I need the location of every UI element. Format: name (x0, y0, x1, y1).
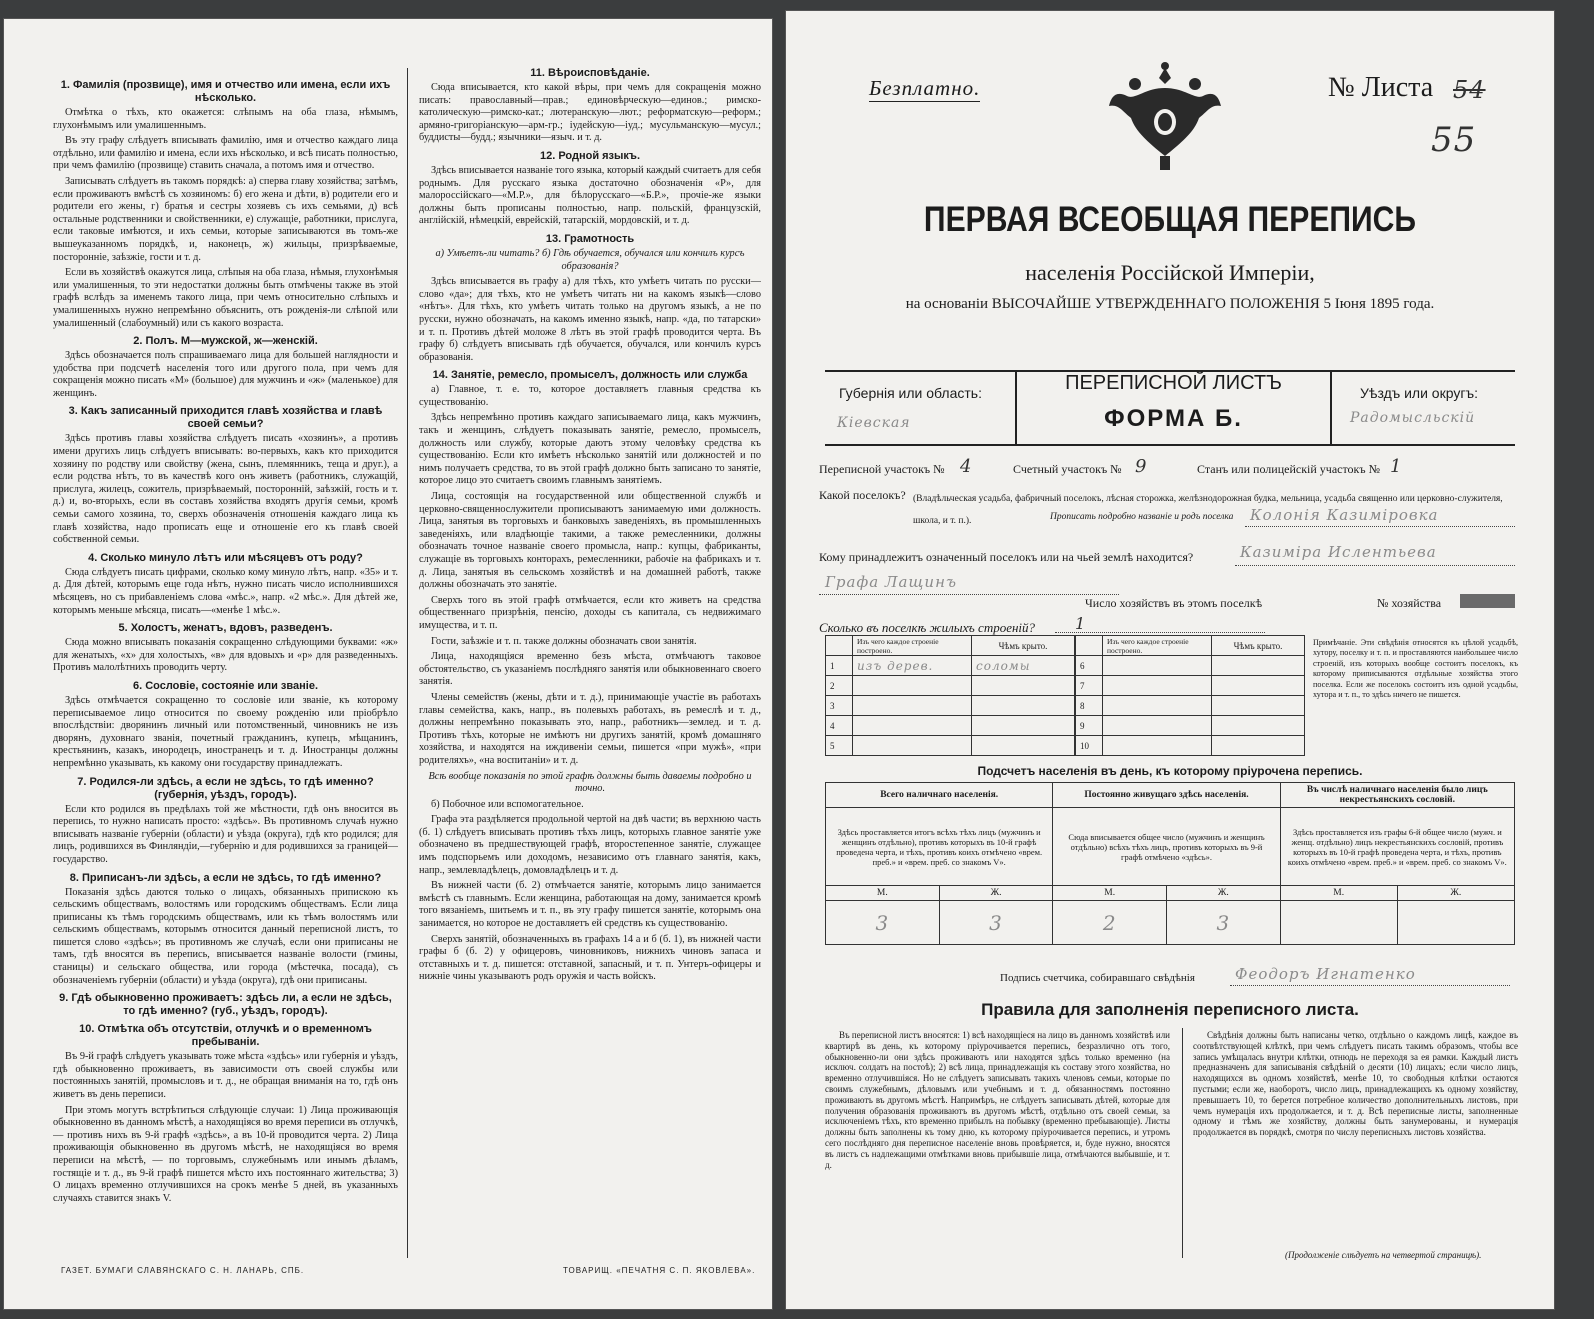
buildings-table-right: Изъ чего каждое строеніе построено. Чѣмъ крыто. 6 7 8 9 10 (1075, 635, 1305, 756)
roof-header: Чѣмъ крыто. (972, 636, 1075, 656)
rules-continued: (Продолженіе слѣдуетъ на четвертой страницѣ). (1285, 1250, 1482, 1260)
table-row: 5 (826, 736, 1075, 756)
buildings-note: Примѣчаніе. Эти свѣдѣнія относятся къ цѣлой усадьбѣ, хутору, поселку и т. п. и проставляются наибольшее число строеній, изъ которыхъ вообще состоитъ поселокъ, къ которому приписываются отдѣльные хозяйства этого поселка. Если же поселокъ состоитъ изъ одной усадьбы, хутора и т. п., то здѣсь ничего не пишется. (1313, 638, 1518, 700)
section-paragraph: Лица, находящіяся временно безъ мѣста, отмѣчаютъ таковое обстоятельство, съ указаніемъ послѣдняго занятія или обыкновеннаго своего занятія. (419, 651, 761, 688)
settlement-hint: (Владѣльческая усадьба, фабричный поселокъ, лѣсная сторожка, желѣзнодорожная будка, мельница, усадьба священно или церковно-служителя, школа, и т. п.). (913, 494, 1503, 526)
section-paragraph: Здѣсь вписывается названіе того языка, который каждый считаетъ для себя роднымъ. Для русскаго языка достаточно обозначенія «Р», для малороссійскаго—«М.Р.», для бѣлорусскаго—«Б.Р.», прочіе-же языки должны быть прописаны полностью, напр. польскій, французскій, англійскій, нѣмецкій, еврейскій, татарскій, мордовскій, и т. д. (419, 164, 761, 227)
printer-footer-2: ТОВАРИЩ. «ПЕЧАТНЯ С. П. ЯКОВЛЕВА». (563, 1266, 756, 1275)
column-divider (407, 68, 408, 1258)
district-label: Уѣздъ или округъ: (1360, 385, 1479, 401)
permanent-female-value[interactable]: 3 (1167, 901, 1281, 945)
double-headed-eagle-icon (1105, 60, 1225, 175)
census-area-label: Переписной участокъ № (819, 462, 945, 476)
instructions-column-1 (53, 74, 398, 1254)
settlement-instruction: Прописать подробно названіе и родъ поселка (1050, 512, 1234, 522)
section-heading: 1. Фамилія (прозвище), имя и отчество или имена, если ихъ нѣсколько. (60, 79, 391, 104)
instructions-page (3, 18, 773, 1310)
table-row: 8 (1076, 696, 1305, 716)
buildings-label: Сколько въ поселкѣ жилыхъ строеній? (819, 620, 1036, 635)
section-paragraph: Здѣсь противъ главы хозяйства слѣдуетъ писать «хозяинъ», а противъ имени другихъ лицъ слѣдуетъ вписывать: во-первыхъ, какъ кто приходится хозяину по родству или свойству (жена, сынъ, племянникъ, теща и друг.), а если родства нѣтъ, то въ качествѣ кого онъ живетъ (работникъ, служащій, прислуга, жилецъ, сожитель, призрѣваемый, посторонній, заѣзжій, гость и т. д.) и, во-вторыхъ, если въ составъ хозяйства входятъ другія семьи, кромѣ семьи самого хозяина, то, сверхъ обозначенія отношенія каждаго лица къ главѣ хозяйства, надо прописать еще и отношеніе его къ главѣ своей собственной семьи. (53, 433, 398, 546)
household-number-label: № хозяйства (1377, 596, 1442, 610)
population-table: Всего наличнаго населенія. Постоянно живущаго здѣсь населенія. Въ числѣ наличнаго населенія было лицъ некрестьянскихъ сословій. Здѣсь проставляется итогъ всѣхъ тѣхъ лицъ (мужчинъ и женщинъ отдѣльно), противъ которыхъ въ 10-й графѣ проведена черта, и тѣхъ, противъ коихъ отмѣчено «врем. преб.» и «врем. преб. со знакомъ V». Сюда вписывается общее число (мужчинъ и женщинъ отдѣльно) всѣхъ тѣхъ лицъ, противъ которыхъ въ 9-й графѣ отмѣчено «здѣсь». Здѣсь проставляется изъ графы 6-й общее число (мужч. и женщ. отдѣльно) лицъ некрестьянскихъ сословій, противъ которыхъ въ 10-й графѣ проведена черта, и тѣхъ, противъ коихъ отмѣчено «врем. преб.» и «врем. преб. со знакомъ V». М. Ж. М. Ж. М. Ж. 3 3 2 3 (825, 782, 1515, 945)
permanent-male-value[interactable]: 2 (1053, 901, 1167, 945)
permanent-description: Сюда вписывается общее число (мужчинъ и женщинъ отдѣльно) всѣхъ тѣхъ лицъ, противъ которыхъ въ 9-й графѣ отмѣчено «здѣсь». (1053, 808, 1280, 886)
table-row: 9 (1076, 716, 1305, 736)
section-heading: 8. Приписанъ-ли здѣсь, а если не здѣсь, то гдѣ именно? (69, 871, 382, 884)
province-label: Губернія или область: (839, 385, 982, 401)
district-value[interactable]: Радомысльскій (1350, 410, 1476, 426)
section-paragraph: Члены семействъ (жены, дѣти и т. д.), принимающіе участіе въ работахъ главы семейства, какъ, напр., въ полевыхъ работахъ, въ ремеслѣ и т. д., должны непремѣнно показывать это, напр., работникъ—землед. и т. д. Противъ тѣхъ, которые не имѣютъ ни другихъ занятій, кромѣ домашняго хозяйства, и находятся на иждивеніи семьи, пишется «при мужѣ», «при родителяхъ», «на воспитаніи» и т. д. (419, 691, 761, 766)
section-heading: 5. Холостъ, женатъ, вдовъ, разведенъ. (118, 622, 333, 635)
section-paragraph: Гости, заѣзжіе и т. п. также должны обозначать свои занятія. (431, 635, 697, 647)
census-basis: на основаніи ВЫСОЧАЙШЕ УТВЕРЖДЕННАГО ПОЛОЖЕНІЯ 5 Іюня 1895 года. (905, 296, 1435, 312)
count-area-value[interactable]: 9 (1135, 456, 1148, 477)
section-paragraph: Здѣсь вписывается въ графу а) для тѣхъ, кто умѣетъ читать по русски—слово «да»; для тѣхъ, кто не умѣетъ читать ни на какомъ языкѣ—слово «нѣтъ». Для тѣхъ, кто умѣетъ читать только на другомъ языкѣ, а не по русски, нужно обозначать, на какомъ именно языкѣ, напр. «да, по татарски» и т. п. Противъ дѣтей моложе 8 лѣтъ въ этой графѣ проводится черта. Въ графу б) слѣдуетъ вписывать гдѣ обучается, обучался, или кончилъ курсъ образованія. (419, 276, 761, 363)
section-heading: 3. Какъ записанный приходится главѣ хозяйства и главѣ своей семьи? (68, 405, 383, 431)
province-value[interactable]: Кіевская (837, 415, 911, 431)
material-header: Изъ чего каждое строеніе построено. (853, 636, 972, 656)
nonpeasant-female-value[interactable] (1397, 901, 1514, 945)
census-area-value[interactable]: 4 (960, 456, 973, 477)
section-paragraph: Въ эту графу слѣдуетъ вписывать фамилію, имя и отчество каждаго лица отдѣльно, или фамилію и имена, если ихъ нѣсколько, и всѣ писать полностью, при чемъ фамилію (прозвище) ставить сначала, а потомъ имя и отчество. (53, 135, 398, 172)
table-row: 2 (826, 676, 1075, 696)
section-heading: 9. Гдѣ обыкновенно проживаетъ: здѣсь ли, а если не здѣсь, то гдѣ именно? (губ., уѣздъ, городъ). (59, 992, 392, 1018)
section-paragraph: Сюда можно вписывать показанія сокращенно слѣдующими буквами: «ж» для женатыхъ, «х» для холостыхъ, «в» для вдовыхъ и «р» для разведенныхъ. Противъ малолѣтнихъ проводить черту. (53, 637, 398, 674)
section-paragraph: Сверхъ того въ этой графѣ отмѣчается, если кто живетъ на средства общественнаго призрѣнія, пенсію, доходы съ капитала, съ недвижимаго имущества, и т. п. (419, 594, 761, 631)
table-row: 7 (1076, 676, 1305, 696)
section-paragraph: Здѣсь обозначается полъ спрашиваемаго лица для большей наглядности и удобства при подсчетѣ населенія того или другого пола, при чемъ для сокращенія можно писать «М» (большое) для мужчинъ и «ж» (маленькое) для женщинъ. (53, 350, 398, 399)
sheet-number-value: 54 (1453, 76, 1486, 104)
table-row: 10 (1076, 736, 1305, 756)
section-heading: 14. Занятіе, ремесло, промыселъ, должность или служба (432, 369, 748, 382)
households-label: Число хозяйствъ въ этомъ поселкѣ (1085, 596, 1263, 610)
section-heading: 13. Грамотность (545, 232, 635, 245)
section-paragraph: б) Побочное или вспомогательное. (431, 798, 584, 810)
owner-label: Кому принадлежитъ означенный поселокъ или на чьей землѣ находится? (819, 550, 1194, 564)
rules-left: Въ переписной листъ вносятся: 1) всѣ находящіеся на лицо въ данномъ хозяйствѣ или квартирѣ въ день, къ которому пріурочивается перепись, безразлично отъ того, обыкновенно-ли они здѣсь проживаютъ или находятся здѣсь только временно (на исключ. солдатъ на постоѣ); 2) всѣ лица, принадлежащія къ составу этого хозяйства, но временно отлучившіяся. Но не слѣдуетъ записывать такихъ членовъ семьи, которые по своимъ служебнымъ, дѣловымъ или учебнымъ и т. д. обязанностямъ постоянно проживаютъ въ другомъ мѣстѣ. Напримѣръ, не слѣдуетъ записывать дѣтей, которые для получения образованія проживаютъ въ другомъ мѣстѣ, отдѣльно отъ своей семьи, за исключеніемъ тѣхъ, кто временно прибылъ на побывку (временно пребывающіе). Листы должны быть заполнены къ тому дню, къ которому пріурочивается перепись, и утромъ сего послѣдняго дня переписное населеніе вновь провѣряется, и, буде нужно, вносятся въ листъ съ надлежащими отмѣтками вновь прибывшіе лица, отмѣчаются выбывшіе, и т. д. (825, 1030, 1170, 1170)
section-paragraph: Въ нижней части (б. 2) отмѣчается занятіе, которымъ лицо занимается вмѣстѣ съ главнымъ. Если женщина, работающая на дому, занимается кромѣ того вязаніемъ, шитьемъ и т. п., въ эту графу пишется занятіе, которымъ она занимается, но которое не доставляетъ ей средствъ къ существованію. (419, 880, 761, 930)
total-header: Всего наличнаго населенія. (826, 783, 1053, 808)
table-row: 3 (826, 696, 1075, 716)
form-title: ПЕРЕПИСНОЙ ЛИСТЪ (1065, 372, 1282, 394)
census-form-page (785, 10, 1555, 1310)
section-heading: 7. Родился-ли здѣсь, а если не здѣсь, то гдѣ именно? (губернія, уѣздъ, городъ). (77, 775, 374, 801)
census-subtitle: населенія Россійской Имперіи, (1025, 260, 1315, 285)
signature-value[interactable]: Феодоръ Игнатенко (1235, 965, 1416, 983)
section-paragraph: Здѣсь непремѣнно противъ каждаго записываемаго лица, какъ мужчинъ, такъ и женщинъ, слѣдуетъ показывать занятіе, ремесло, промыселъ, должность или службу, которые даютъ этому человѣку средства къ существованію. Если кто имѣетъ нѣсколько занятій или должностей и по нимъ получаетъ средства, то въ этой графѣ должно быть записано то занятіе, которое лицо это считаетъ своимъ главнымъ занятіемъ. (419, 412, 761, 487)
buildings-value[interactable]: 1 (1075, 614, 1087, 633)
section-paragraph: Графа эта раздѣляется продольной чертой на двѣ части; въ верхнюю часть (б. 1) слѣдуетъ вписывать противъ тѣхъ лицъ, которыхъ главное занятіе уже обозначено въ предшествующей графѣ, второстепенное занятіе, служащее имъ подспорьемъ или доходомъ, независимо отъ главнаго занятія, какъ, напр., землевладѣлецъ, домовладѣлецъ и т. д. (419, 814, 761, 876)
free-label: Безплатно. (869, 76, 981, 100)
table-row: 4 (826, 716, 1075, 736)
camp-value[interactable]: 1 (1390, 456, 1403, 477)
section-paragraph: Показанія здѣсь даются только о лицахъ, обязанныхъ припискою къ сельскимъ обществамъ, волостямъ или городскимъ обществамъ. Если лица приписаны къ тѣмъ городскимъ обществамъ, или къ тѣмъ волостямъ или сельскимъ обществамъ, которымъ относится данный переписной листъ, то пишется слово «здѣсь»; въ противномъ же случаѣ, если они приписаны не тамъ, гдѣ вносятся въ перепись, вписывается названіе волости (гмины, станицы) и сельскаго общества, или города (мѣстечка, посада), съ обозначеніемъ губерніи (области) и уѣзда (округа), гдѣ они приписаны. (53, 886, 398, 986)
nonpeasant-male-value[interactable] (1280, 901, 1397, 945)
permanent-header: Постоянно живущаго здѣсь населенія. (1053, 783, 1280, 808)
settlement-label: Какой поселокъ? (819, 488, 906, 502)
total-male-value[interactable]: 3 (826, 901, 940, 945)
section-heading: 6. Сословіе, состояніе или званіе. (132, 679, 319, 692)
total-description: Здѣсь проставляется итогъ всѣхъ тѣхъ лицъ (мужчинъ и женщинъ отдѣльно), противъ которыхъ въ 10-й графѣ проведена черта, и тѣхъ, противъ коихъ отмѣчено «врем. преб.» и «врем. преб. со знакомъ V». (826, 808, 1053, 886)
section-heading: 11. Вѣроисповѣданіе. (530, 67, 650, 79)
owner-value-2[interactable]: Графа Лащинъ (825, 573, 957, 591)
section-subheading: Всѣ вообще показанія по этой графѣ должны быть даваемы подробно и точно. (428, 770, 752, 795)
signature-label: Подпись счетчика, собиравшаго свѣдѣнія (1000, 972, 1195, 984)
census-title: ПЕРВАЯ ВСЕОБЩАЯ ПЕРЕПИСЬ (923, 200, 1417, 239)
section-paragraph: Сверхъ занятій, обозначенныхъ въ графахъ 14 а и б (б. 1), въ нижней части графы б (б. 2) у офицеровъ, чиновниковъ, нижнихъ чиновъ запаса и отставныхъ и т. д. пишется: отставной, запасный, и т. п. Унтеръ-офицеры и нижніе чины указываютъ родъ оружія и часть войскъ. (419, 933, 761, 983)
instructions-column-2 (419, 62, 761, 1262)
section-paragraph: Если кто родился въ предѣлахъ той же мѣстности, гдѣ онъ вносится въ перепись, то нужно написать просто: «здѣсь». Въ противномъ случаѣ нужно вписывать названіе губерніи (области) и уѣзда (округа), гдѣ кто родился; для лицъ, родившихся въ Финляндіи,—губернію и для родившихся за границей—государство. (53, 803, 398, 865)
section-heading: 2. Полъ. М—мужской, ж—женскій. (133, 335, 318, 348)
section-heading: 12. Родной языкъ. (539, 149, 640, 162)
section-paragraph: Если въ хозяйствѣ окажутся лица, слѣпыя на оба глаза, нѣмыя, глухонѣмыя или умалишенныя, то эти недостатки должны быть отмѣчены также въ этой графѣ вслѣдъ за именемъ такого лица, при чемъ относительно слѣпыхъ и умалишенныхъ нужно непремѣнно объяснить, отъ рожденія-ли слѣпой или умалишенный (слабоумный) или съ какого возраста. (53, 267, 398, 329)
section-heading: 10. Отмѣтка объ отсутствіи, отлучкѣ и о временномъ пребываніи. (79, 1023, 372, 1049)
sheet-number-corrected: 55 (1431, 120, 1477, 160)
section-paragraph: Сюда слѣдуетъ писать цифрами, сколько кому минуло лѣтъ, напр. «35» и т. д. Для дѣтей, которымъ еще года нѣтъ, нужно писать число исполнившихся мѣсяцевъ, но съ прибавленіемъ слова «мѣс.», напр. «2 мѣс.». Для дѣтей же, которымъ меньше мѣсяца, писать—«менѣе 1 мѣс.». (53, 566, 398, 616)
section-paragraph: Отмѣтка о тѣхъ, кто окажется: слѣпымъ на оба глаза, нѣмымъ, глухонѣмымъ или умалишеннымъ. (53, 107, 398, 131)
sheet-number-label: № Листа (1328, 72, 1434, 103)
nonpeasant-header: Въ числѣ наличнаго населенія было лицъ некрестьянскихъ сословій. (1280, 783, 1514, 808)
printer-footer-1: ГАЗЕТ. БУМАГИ СЛАВЯНСКАГО С. Н. ЛАНАРЬ, СПБ. (61, 1266, 305, 1275)
section-paragraph: Въ 9-й графѣ слѣдуетъ указывать тоже мѣста «здѣсь» или губернія и уѣздъ, гдѣ обыкновенно проживаетъ, въ зависимости отъ своей службы или постоянныхъ занятій, промысловъ и т. д., не обращая вниманія на то, гдѣ онъ живетъ въ день переписи. (53, 1051, 398, 1101)
section-paragraph: Лица, состоящія на государственной или общественной службѣ и церковно-священнослужители прописываютъ занимаемую ими должность. Лица, занятыя въ торговыхъ и банковыхъ заведеніяхъ, въ промышленныхъ заведеніяхъ, или владѣющіе такими, а также ремесленники, должны обозначать точное названіе своего промысла, напр.: купцы, фабриканты, служащіе въ торговыхъ конторахъ, ремесленники, рабочіе на фабрикахъ и т. д. Лица, занятыя въ сельскомъ хозяйствѣ и на домашней работѣ, также должны обозначать это занятіе. (419, 491, 761, 591)
rules-right: Свѣдѣнія должны быть написаны четко, отдѣльно о каждомъ лицѣ, каждое въ соотвѣтствующей клѣткѣ, при чемъ слѣдуетъ писать такимъ образомъ, чтобы все запись умѣщалась внутри клѣтки, отнюдь не переходя за ея рамки. Каждый листъ предназначенъ для записыванія свѣдѣній о десяти (10) лицахъ; если число лицъ, находящихся въ одномъ хозяйствѣ, менѣе 10, то свободныя клѣтки остаются пустыми; если же, наоборотъ, число лицъ, принадлежащихъ къ одному хозяйству, превышаетъ 10, то берется потребное количество дополнительныхъ листовъ, при чемъ нумерація ихъ продолжается, и т. д. Всѣ переписные листы, заполненные одному и тѣмъ же хозяйству, должны быть занумерованы, и нумерація продолжается въ порядкѣ, смотря по числу переписныхъ листовъ хозяйства. (1193, 1030, 1518, 1138)
section-heading: 4. Сколько минуло лѣтъ или мѣсяцевъ отъ роду? (88, 551, 363, 564)
buildings-table-left (825, 635, 1075, 756)
table-row: 1 изъ дерев. соломы (826, 656, 1075, 676)
owner-value-1[interactable]: Казиміра Ислентьева (1240, 543, 1437, 561)
population-title: Подсчетъ населенія въ день, къ которому пріурочена перепись. (977, 764, 1363, 778)
section-paragraph: Записывать слѣдуетъ въ такомъ порядкѣ: а) сперва главу хозяйства; затѣмъ, если проживаютъ вмѣстѣ съ хозяиномъ: б) его жена и дѣти, в) родители его и родители его жены, г) братья и сестры хозяевъ съ ихъ семьями, д) всѣ остальные родственники и свойственники, е) служащіе, работники, прислуга, если таковые имѣются, и ихъ семьи, которые записываются въ томъ-же вышеуказанномъ порядкѣ, и, наконецъ, ж) жильцы, призрѣваемые, посторонніе, заѣзжіе, гости и т. д. (53, 175, 398, 263)
section-paragraph: Сюда вписывается, кто какой вѣры, при чемъ для сокращенія можно писать: православный—прав.; единовѣрческую—единов.; римско-католическую—римско-кат.; лютеранскую—лют.; реформатскую—реформ.; армяно-григоріанскую—арм-гр.; іудейскую—іуд.; мусульманскую—мусул.; буддисты—будд.; язычники—языч. и т. д. (419, 82, 761, 144)
rules-title: Правила для заполненія переписного листа. (981, 1000, 1359, 1019)
form-subtitle: ФОРМА Б. (1104, 405, 1243, 432)
section-paragraph: а) Главное, т. е. то, которое доставляетъ главныя средства къ существованію. (419, 384, 761, 408)
section-subheading: а) Умѣетъ-ли читать? б) Гдѣ обучается, обучался или кончилъ курсъ образованія? (435, 247, 745, 272)
camp-label: Станъ или полицейскій участокъ № (1197, 462, 1381, 476)
nonpeasant-description: Здѣсь проставляется изъ графы 6-й общее число (мужч. и женщ. отдѣльно) лицъ некрестьянскихъ сословій, противъ которыхъ въ 10-й графѣ проведена черта, и тѣхъ, противъ коихъ отмѣчено «врем. преб.» и «врем. преб. со знакомъ V». (1280, 808, 1514, 886)
section-paragraph: При этомъ могутъ встрѣтиться слѣдующіе случаи: 1) Лица проживающія обыкновенно въ данномъ мѣстѣ, а находящіяся во время переписи въ отлучкѣ, — противъ нихъ въ 9-й графѣ «здѣсь», а въ 10-й проводится черта. 2) Лица проживающія обыкновенно въ другомъ мѣстѣ, не находящіяся во время переписи на мѣстѣ, — по торговымъ, служебнымъ или инымъ дѣламъ, гостящіе и т. д., въ 9-й графѣ пишется мѣсто ихъ постояннаго жительства; 3) О лицахъ временно отлучившихся на срокъ менѣе 5 дней, въ указанныхъ случаяхъ ставится знакъ V. (53, 1104, 398, 1204)
table-row: 6 (1076, 656, 1305, 676)
count-area-label: Счетный участокъ № (1013, 462, 1122, 476)
section-paragraph: Здѣсь отмѣчается сокращенно то сословіе или званіе, къ которому переписываемое лицо относится по своему рожденію или пріобрѣло впослѣдствіи: дворянинъ личный или потомственный, чиновникъ не изъ дворянъ, духовнаго званія, почетный гражданинъ, купецъ, мѣщанинъ, крестьянинъ, казакъ, инородецъ, иностранецъ и т. д. Иностранцы должны непремѣнно указывать, къ какому они государству принадлежатъ. (53, 694, 398, 769)
household-number-box (1460, 594, 1515, 608)
total-female-value[interactable]: 3 (939, 901, 1053, 945)
settlement-value[interactable]: Колонія Казиміровка (1250, 506, 1439, 524)
